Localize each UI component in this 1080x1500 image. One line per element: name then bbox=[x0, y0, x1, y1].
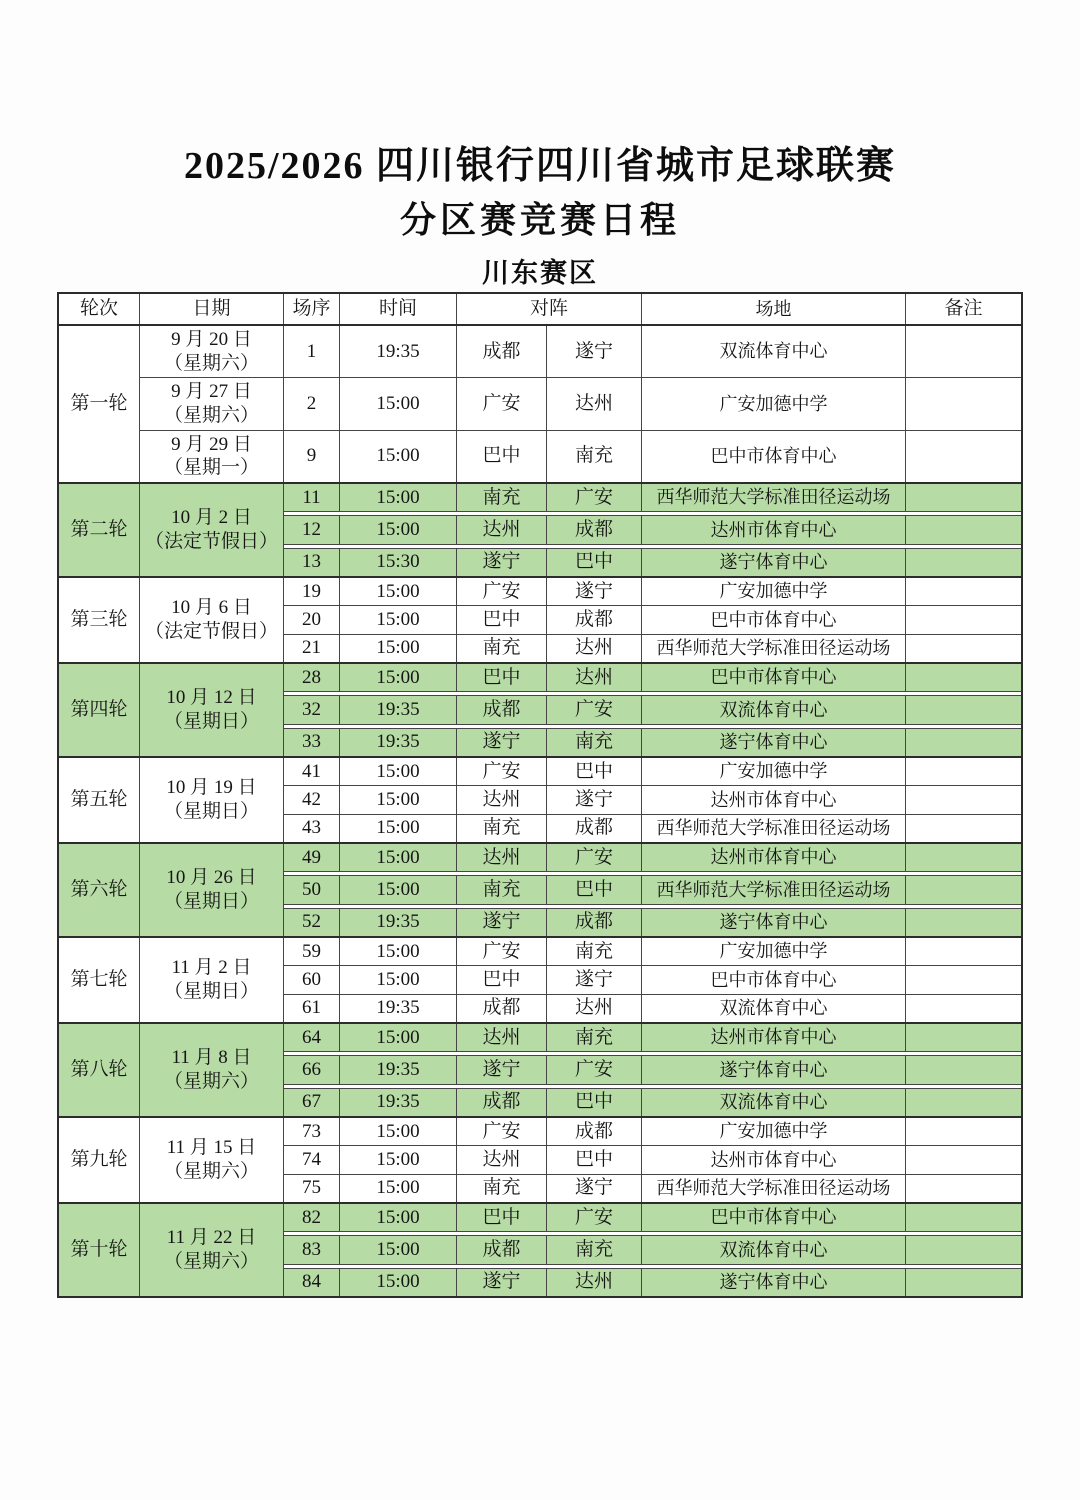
venue-cell: 达州市体育中心 bbox=[642, 786, 906, 813]
round-matches bbox=[284, 578, 1021, 662]
date-line-1: 11 月 8 日 bbox=[171, 1047, 252, 1069]
round-name-cell: 第九轮 bbox=[59, 1118, 140, 1202]
venue-cell: 巴中市体育中心 bbox=[642, 1204, 906, 1231]
kickoff-time-cell: 15:00 bbox=[340, 938, 457, 965]
home-team-cell: 达州 bbox=[457, 516, 547, 543]
home-team-cell: 达州 bbox=[457, 844, 547, 871]
venue-cell: 遂宁体育中心 bbox=[642, 909, 906, 936]
home-team-cell: 南充 bbox=[457, 815, 547, 842]
date-line-1: 9 月 27 日 bbox=[171, 381, 252, 403]
venue-cell: 遂宁体育中心 bbox=[642, 549, 906, 576]
venue-cell: 广安加德中学 bbox=[642, 378, 906, 429]
home-team-cell: 遂宁 bbox=[457, 909, 547, 936]
kickoff-time-cell: 15:00 bbox=[340, 844, 457, 871]
note-cell bbox=[906, 378, 1021, 429]
round-matches bbox=[284, 1204, 1021, 1296]
match-number-cell: 20 bbox=[284, 606, 340, 633]
match-row bbox=[284, 1024, 1021, 1051]
note-cell bbox=[906, 786, 1021, 813]
home-team-cell: 遂宁 bbox=[457, 549, 547, 576]
date-line-2: （星期六） bbox=[163, 1071, 259, 1092]
kickoff-time-cell: 15:00 bbox=[340, 1204, 457, 1231]
match-number-cell: 28 bbox=[284, 664, 340, 691]
away-team-cell: 达州 bbox=[547, 664, 642, 691]
kickoff-time-cell: 19:35 bbox=[340, 909, 457, 936]
kickoff-time-cell: 15:00 bbox=[340, 1175, 457, 1202]
away-team-cell: 成都 bbox=[547, 909, 642, 936]
date-line-1: 9 月 29 日 bbox=[171, 433, 252, 455]
date-line-1: 11 月 15 日 bbox=[166, 1137, 257, 1159]
home-team-cell: 巴中 bbox=[457, 606, 547, 633]
date-cell bbox=[140, 1118, 284, 1202]
venue-cell: 双流体育中心 bbox=[642, 696, 906, 723]
home-team-cell: 巴中 bbox=[457, 1204, 547, 1231]
home-team-cell: 巴中 bbox=[457, 664, 547, 691]
match-row bbox=[284, 578, 1021, 605]
date-line-2: （法定节假日） bbox=[144, 621, 278, 642]
home-team-cell: 成都 bbox=[457, 1089, 547, 1116]
note-cell bbox=[906, 1236, 1021, 1263]
match-number-cell: 33 bbox=[284, 729, 340, 756]
note-cell bbox=[906, 516, 1021, 543]
home-team-cell: 南充 bbox=[457, 876, 547, 903]
match-number-cell: 13 bbox=[284, 549, 340, 576]
kickoff-time-cell: 15:00 bbox=[340, 484, 457, 511]
round-matches bbox=[284, 484, 1021, 576]
note-cell bbox=[906, 664, 1021, 691]
match-row bbox=[140, 377, 1021, 429]
round-matches bbox=[284, 758, 1021, 842]
home-team-cell: 成都 bbox=[457, 326, 547, 377]
note-cell bbox=[906, 635, 1021, 662]
away-team-cell: 遂宁 bbox=[547, 578, 642, 605]
venue-cell: 巴中市体育中心 bbox=[642, 664, 906, 691]
round-name-cell: 第四轮 bbox=[59, 664, 140, 756]
match-number-cell: 52 bbox=[284, 909, 340, 936]
match-number-cell: 49 bbox=[284, 844, 340, 871]
round-name-cell: 第五轮 bbox=[59, 758, 140, 842]
away-team-cell: 巴中 bbox=[547, 1089, 642, 1116]
home-team-cell: 巴中 bbox=[457, 966, 547, 993]
match-number-cell: 50 bbox=[284, 876, 340, 903]
note-cell bbox=[906, 431, 1021, 482]
match-number-cell: 84 bbox=[284, 1269, 340, 1296]
away-team-cell: 成都 bbox=[547, 516, 642, 543]
note-cell bbox=[906, 1024, 1021, 1051]
home-team-cell: 遂宁 bbox=[457, 1056, 547, 1083]
venue-cell: 双流体育中心 bbox=[642, 326, 906, 377]
match-row bbox=[284, 1236, 1021, 1263]
match-number-cell: 42 bbox=[284, 786, 340, 813]
date-line-2: （星期六） bbox=[163, 1161, 259, 1182]
home-team-cell: 遂宁 bbox=[457, 1269, 547, 1296]
home-team-cell: 遂宁 bbox=[457, 729, 547, 756]
away-team-cell: 达州 bbox=[547, 1269, 642, 1296]
date-cell bbox=[140, 431, 284, 482]
note-cell bbox=[906, 938, 1021, 965]
round-name-cell: 第三轮 bbox=[59, 578, 140, 662]
round-block bbox=[59, 842, 1021, 936]
away-team-cell: 成都 bbox=[547, 606, 642, 633]
kickoff-time-cell: 15:00 bbox=[340, 516, 457, 543]
date-line-1: 9 月 20 日 bbox=[171, 328, 252, 350]
venue-cell: 双流体育中心 bbox=[642, 1089, 906, 1116]
date-line-2: （星期日） bbox=[163, 891, 259, 912]
venue-cell: 广安加德中学 bbox=[642, 938, 906, 965]
note-cell bbox=[906, 696, 1021, 723]
home-team-cell: 广安 bbox=[457, 758, 547, 785]
match-row bbox=[284, 729, 1021, 756]
away-team-cell: 遂宁 bbox=[547, 1175, 642, 1202]
venue-cell: 广安加德中学 bbox=[642, 1118, 906, 1145]
kickoff-time-cell: 19:35 bbox=[340, 1089, 457, 1116]
date-line-1: 10 月 19 日 bbox=[166, 777, 257, 799]
kickoff-time-cell: 15:00 bbox=[340, 431, 457, 482]
note-cell bbox=[906, 729, 1021, 756]
venue-cell: 西华师范大学标准田径运动场 bbox=[642, 1175, 906, 1202]
date-line-1: 10 月 12 日 bbox=[166, 687, 257, 709]
match-number-cell: 21 bbox=[284, 635, 340, 662]
match-number-cell: 67 bbox=[284, 1089, 340, 1116]
kickoff-time-cell: 15:00 bbox=[340, 966, 457, 993]
kickoff-time-cell: 15:00 bbox=[340, 1118, 457, 1145]
match-row bbox=[284, 758, 1021, 785]
schedule-table-body bbox=[59, 326, 1021, 1296]
venue-cell: 巴中市体育中心 bbox=[642, 431, 906, 482]
away-team-cell: 遂宁 bbox=[547, 966, 642, 993]
venue-cell: 达州市体育中心 bbox=[642, 1146, 906, 1173]
away-team-cell: 南充 bbox=[547, 729, 642, 756]
date-cell bbox=[140, 844, 284, 936]
venue-cell: 达州市体育中心 bbox=[642, 516, 906, 543]
match-number-cell: 1 bbox=[284, 326, 340, 377]
round-matches bbox=[284, 1118, 1021, 1202]
match-number-cell: 9 bbox=[284, 431, 340, 482]
kickoff-time-cell: 15:00 bbox=[340, 635, 457, 662]
round-block bbox=[59, 326, 1021, 482]
round-name-cell: 第十轮 bbox=[59, 1204, 140, 1296]
home-team-cell: 广安 bbox=[457, 378, 547, 429]
match-number-cell: 82 bbox=[284, 1204, 340, 1231]
match-row bbox=[284, 1089, 1021, 1116]
match-row bbox=[284, 484, 1021, 511]
match-row bbox=[284, 844, 1021, 871]
header-time: 时间 bbox=[340, 294, 457, 324]
kickoff-time-cell: 19:35 bbox=[340, 326, 457, 377]
venue-cell: 双流体育中心 bbox=[642, 995, 906, 1022]
date-line-2: （星期日） bbox=[163, 711, 259, 732]
round-matches bbox=[140, 326, 1021, 482]
kickoff-time-cell: 15:00 bbox=[340, 606, 457, 633]
note-cell bbox=[906, 484, 1021, 511]
note-cell bbox=[906, 876, 1021, 903]
round-name-cell: 第二轮 bbox=[59, 484, 140, 576]
header-round: 轮次 bbox=[59, 294, 140, 324]
venue-cell: 双流体育中心 bbox=[642, 1236, 906, 1263]
round-block bbox=[59, 1116, 1021, 1202]
match-number-cell: 12 bbox=[284, 516, 340, 543]
venue-cell: 巴中市体育中心 bbox=[642, 606, 906, 633]
header-date: 日期 bbox=[140, 294, 284, 324]
home-team-cell: 达州 bbox=[457, 1024, 547, 1051]
venue-cell: 遂宁体育中心 bbox=[642, 1056, 906, 1083]
match-row bbox=[284, 1145, 1021, 1173]
match-number-cell: 74 bbox=[284, 1146, 340, 1173]
round-matches bbox=[284, 938, 1021, 1022]
match-row bbox=[284, 605, 1021, 633]
note-cell bbox=[906, 326, 1021, 377]
section-title: 川东赛区 bbox=[482, 258, 598, 288]
match-row bbox=[284, 876, 1021, 903]
date-cell bbox=[140, 1024, 284, 1116]
date-line-2: （法定节假日） bbox=[144, 531, 278, 552]
home-team-cell: 广安 bbox=[457, 938, 547, 965]
round-block bbox=[59, 662, 1021, 756]
venue-cell: 西华师范大学标准田径运动场 bbox=[642, 815, 906, 842]
date-line-1: 10 月 2 日 bbox=[171, 507, 252, 529]
note-cell bbox=[906, 1056, 1021, 1083]
date-line-2: （星期日） bbox=[163, 981, 259, 1002]
date-line-2: （星期六） bbox=[163, 352, 259, 374]
match-row bbox=[284, 1056, 1021, 1083]
match-number-cell: 2 bbox=[284, 378, 340, 429]
note-cell bbox=[906, 844, 1021, 871]
kickoff-time-cell: 15:00 bbox=[340, 578, 457, 605]
kickoff-time-cell: 15:30 bbox=[340, 549, 457, 576]
away-team-cell: 巴中 bbox=[547, 549, 642, 576]
note-cell bbox=[906, 606, 1021, 633]
date-cell bbox=[140, 484, 284, 576]
round-matches bbox=[284, 1024, 1021, 1116]
round-block bbox=[59, 1202, 1021, 1296]
kickoff-time-cell: 15:00 bbox=[340, 378, 457, 429]
match-number-cell: 64 bbox=[284, 1024, 340, 1051]
date-line-2: （星期六） bbox=[163, 1251, 259, 1272]
away-team-cell: 巴中 bbox=[547, 876, 642, 903]
match-row bbox=[284, 994, 1021, 1022]
date-line-1: 11 月 2 日 bbox=[171, 957, 252, 979]
match-number-cell: 61 bbox=[284, 995, 340, 1022]
match-row bbox=[284, 938, 1021, 965]
header-matchup: 对阵 bbox=[457, 294, 642, 324]
round-matches bbox=[284, 664, 1021, 756]
match-number-cell: 60 bbox=[284, 966, 340, 993]
away-team-cell: 成都 bbox=[547, 815, 642, 842]
away-team-cell: 广安 bbox=[547, 1204, 642, 1231]
note-cell bbox=[906, 1089, 1021, 1116]
home-team-cell: 南充 bbox=[457, 484, 547, 511]
away-team-cell: 巴中 bbox=[547, 1146, 642, 1173]
venue-cell: 遂宁体育中心 bbox=[642, 729, 906, 756]
home-team-cell: 成都 bbox=[457, 696, 547, 723]
date-line-2: （星期日） bbox=[163, 801, 259, 822]
match-row bbox=[284, 664, 1021, 691]
away-team-cell: 巴中 bbox=[547, 758, 642, 785]
round-block bbox=[59, 756, 1021, 842]
note-cell bbox=[906, 549, 1021, 576]
away-team-cell: 广安 bbox=[547, 484, 642, 511]
match-row bbox=[284, 516, 1021, 543]
match-row bbox=[284, 1118, 1021, 1145]
home-team-cell: 成都 bbox=[457, 995, 547, 1022]
date-cell bbox=[140, 378, 284, 429]
venue-cell: 遂宁体育中心 bbox=[642, 1269, 906, 1296]
kickoff-time-cell: 15:00 bbox=[340, 786, 457, 813]
table-header-row bbox=[59, 294, 1021, 326]
date-cell bbox=[140, 578, 284, 662]
home-team-cell: 达州 bbox=[457, 786, 547, 813]
venue-cell: 西华师范大学标准田径运动场 bbox=[642, 484, 906, 511]
note-cell bbox=[906, 1118, 1021, 1145]
kickoff-time-cell: 19:35 bbox=[340, 995, 457, 1022]
match-number-cell: 41 bbox=[284, 758, 340, 785]
note-cell bbox=[906, 758, 1021, 785]
round-name-cell: 第八轮 bbox=[59, 1024, 140, 1116]
note-cell bbox=[906, 995, 1021, 1022]
away-team-cell: 达州 bbox=[547, 635, 642, 662]
match-row bbox=[284, 1204, 1021, 1231]
match-row bbox=[284, 634, 1021, 662]
match-row bbox=[284, 696, 1021, 723]
note-cell bbox=[906, 966, 1021, 993]
kickoff-time-cell: 19:35 bbox=[340, 1056, 457, 1083]
match-row bbox=[284, 549, 1021, 576]
venue-cell: 西华师范大学标准田径运动场 bbox=[642, 635, 906, 662]
date-cell bbox=[140, 326, 284, 377]
venue-cell: 广安加德中学 bbox=[642, 758, 906, 785]
away-team-cell: 成都 bbox=[547, 1118, 642, 1145]
note-cell bbox=[906, 1146, 1021, 1173]
match-row bbox=[284, 965, 1021, 993]
kickoff-time-cell: 15:00 bbox=[340, 815, 457, 842]
away-team-cell: 达州 bbox=[547, 378, 642, 429]
match-row bbox=[284, 785, 1021, 813]
date-line-1: 10 月 26 日 bbox=[166, 867, 257, 889]
date-line-1: 11 月 22 日 bbox=[166, 1227, 257, 1249]
header-venue: 场地 bbox=[642, 294, 906, 324]
round-name-cell: 第六轮 bbox=[59, 844, 140, 936]
round-matches bbox=[284, 844, 1021, 936]
kickoff-time-cell: 15:00 bbox=[340, 664, 457, 691]
away-team-cell: 南充 bbox=[547, 431, 642, 482]
home-team-cell: 广安 bbox=[457, 1118, 547, 1145]
date-line-2: （星期六） bbox=[163, 404, 259, 426]
round-block bbox=[59, 482, 1021, 576]
match-row bbox=[284, 814, 1021, 842]
home-team-cell: 成都 bbox=[457, 1236, 547, 1263]
match-number-cell: 11 bbox=[284, 484, 340, 511]
away-team-cell: 南充 bbox=[547, 938, 642, 965]
away-team-cell: 达州 bbox=[547, 995, 642, 1022]
away-team-cell: 广安 bbox=[547, 844, 642, 871]
home-team-cell: 广安 bbox=[457, 578, 547, 605]
note-cell bbox=[906, 1175, 1021, 1202]
round-block bbox=[59, 936, 1021, 1022]
venue-cell: 达州市体育中心 bbox=[642, 1024, 906, 1051]
round-block bbox=[59, 1022, 1021, 1116]
date-line-1: 10 月 6 日 bbox=[171, 597, 252, 619]
match-number-cell: 32 bbox=[284, 696, 340, 723]
venue-cell: 广安加德中学 bbox=[642, 578, 906, 605]
note-cell bbox=[906, 1204, 1021, 1231]
match-number-cell: 59 bbox=[284, 938, 340, 965]
home-team-cell: 巴中 bbox=[457, 431, 547, 482]
kickoff-time-cell: 15:00 bbox=[340, 758, 457, 785]
date-cell bbox=[140, 664, 284, 756]
away-team-cell: 遂宁 bbox=[547, 326, 642, 377]
home-team-cell: 达州 bbox=[457, 1146, 547, 1173]
away-team-cell: 广安 bbox=[547, 696, 642, 723]
kickoff-time-cell: 15:00 bbox=[340, 1146, 457, 1173]
match-row bbox=[284, 1174, 1021, 1202]
match-number-cell: 19 bbox=[284, 578, 340, 605]
match-number-cell: 83 bbox=[284, 1236, 340, 1263]
away-team-cell: 广安 bbox=[547, 1056, 642, 1083]
page-title-line2: 分区赛竞赛日程 bbox=[399, 200, 680, 240]
date-cell bbox=[140, 938, 284, 1022]
away-team-cell: 南充 bbox=[547, 1024, 642, 1051]
match-number-cell: 66 bbox=[284, 1056, 340, 1083]
round-block bbox=[59, 576, 1021, 662]
match-row bbox=[140, 430, 1021, 482]
header-seq: 场序 bbox=[284, 294, 340, 324]
kickoff-time-cell: 19:35 bbox=[340, 729, 457, 756]
round-name-cell: 第七轮 bbox=[59, 938, 140, 1022]
kickoff-time-cell: 15:00 bbox=[340, 1269, 457, 1296]
round-name-cell: 第一轮 bbox=[59, 326, 140, 482]
venue-cell: 西华师范大学标准田径运动场 bbox=[642, 876, 906, 903]
note-cell bbox=[906, 578, 1021, 605]
home-team-cell: 南充 bbox=[457, 635, 547, 662]
match-number-cell: 43 bbox=[284, 815, 340, 842]
kickoff-time-cell: 19:35 bbox=[340, 696, 457, 723]
home-team-cell: 南充 bbox=[457, 1175, 547, 1202]
date-cell bbox=[140, 1204, 284, 1296]
away-team-cell: 遂宁 bbox=[547, 786, 642, 813]
kickoff-time-cell: 15:00 bbox=[340, 876, 457, 903]
kickoff-time-cell: 15:00 bbox=[340, 1236, 457, 1263]
kickoff-time-cell: 15:00 bbox=[340, 1024, 457, 1051]
venue-cell: 巴中市体育中心 bbox=[642, 966, 906, 993]
page-title-line1: 2025/2026 四川银行四川省城市足球联赛 bbox=[183, 145, 897, 187]
match-number-cell: 75 bbox=[284, 1175, 340, 1202]
match-row bbox=[284, 1269, 1021, 1296]
match-row bbox=[140, 326, 1021, 377]
match-row bbox=[284, 909, 1021, 936]
away-team-cell: 南充 bbox=[547, 1236, 642, 1263]
note-cell bbox=[906, 909, 1021, 936]
match-number-cell: 73 bbox=[284, 1118, 340, 1145]
date-cell bbox=[140, 758, 284, 842]
date-line-2: （星期一） bbox=[163, 457, 259, 479]
schedule-table bbox=[57, 292, 1023, 1298]
venue-cell: 达州市体育中心 bbox=[642, 844, 906, 871]
header-note: 备注 bbox=[944, 298, 983, 320]
note-cell bbox=[906, 1269, 1021, 1296]
note-cell bbox=[906, 815, 1021, 842]
